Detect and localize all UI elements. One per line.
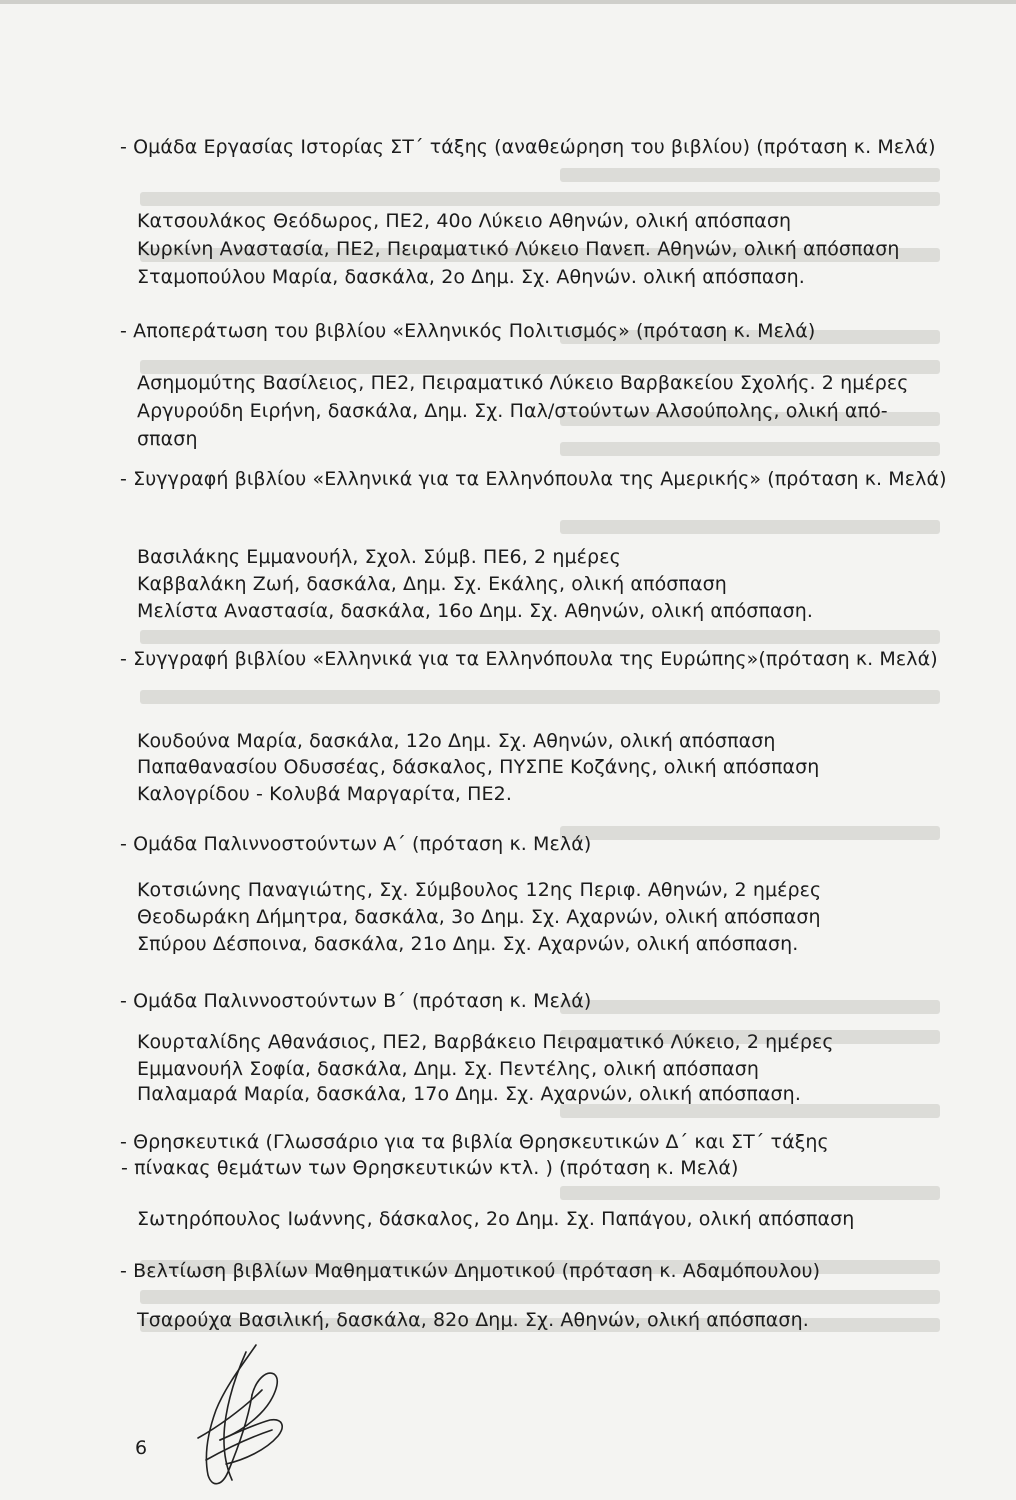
member-line: Καλογρίδου - Κολυβά Μαργαρίτα, ΠΕ2. [137, 783, 512, 805]
member-line: Κουρταλίδης Αθανάσιος, ΠΕ2, Βαρβάκειο Πειραματικό Λύκειο, 2 ημέρες [137, 1031, 834, 1053]
member-line: Τσαρούχα Βασιλική, δασκάλα, 82ο Δημ. Σχ. Αθηνών, ολική απόσπαση. [137, 1309, 809, 1331]
page-number: 6 [135, 1437, 148, 1459]
section-heading: - Συγγραφή βιβλίου «Ελληνικά για τα Ελληνόπουλα της Αμερικής» (πρόταση κ. Μελά) [120, 468, 947, 490]
section-heading: - Ομάδα Εργασίας Ιστορίας ΣΤ΄ τάξης (αναθεώρηση του βιβλίου) (πρόταση κ. Μελά) [120, 136, 936, 158]
member-line: Ασημομύτης Βασίλειος, ΠΕ2, Πειραματικό Λύκειο Βαρβακείου Σχολής. 2 ημέρες [137, 372, 909, 394]
section-heading: - Βελτίωση βιβλίων Μαθηματικών Δημοτικού (πρόταση κ. Αδαμόπουλου) [120, 1260, 821, 1282]
member-line: Κοτσιώνης Παναγιώτης, Σχ. Σύμβουλος 12ης Περιφ. Αθηνών, 2 ημέρες [137, 879, 822, 901]
member-line: Κυρκίνη Αναστασία, ΠΕ2, Πειραματικό Λύκειο Πανεπ. Αθηνών, ολική απόσπαση [137, 238, 900, 260]
section-heading: - Συγγραφή βιβλίου «Ελληνικά για τα Ελληνόπουλα της Ευρώπης»(πρόταση κ. Μελά) [120, 648, 938, 670]
section-heading: - Αποπεράτωση του βιβλίου «Ελληνικός Πολιτισμός» (πρόταση κ. Μελά) [120, 320, 816, 342]
member-line: Μελίστα Αναστασία, δασκάλα, 16ο Δημ. Σχ. Αθηνών, ολική απόσπαση. [137, 600, 814, 622]
member-line: Κατσουλάκος Θεόδωρος, ΠΕ2, 40ο Λύκειο Αθηνών, ολική απόσπαση [137, 210, 792, 232]
member-line: Παπαθανασίου Οδυσσέας, δάσκαλος, ΠΥΣΠΕ Κοζάνης, ολική απόσπαση [137, 756, 820, 778]
member-line: Εμμανουήλ Σοφία, δασκάλα, Δημ. Σχ. Πεντέλης, ολική απόσπαση [137, 1058, 760, 1080]
section-heading: - Θρησκευτικά (Γλωσσάριο για τα βιβλία Θρησκευτικών Δ΄ και ΣΤ΄ τάξης [120, 1131, 829, 1153]
member-line: Καββαλάκη Ζωή, δασκάλα, Δημ. Σχ. Εκάλης, ολική απόσπαση [137, 573, 727, 595]
member-line: σπαση [137, 428, 198, 450]
member-line: Παλαμαρά Μαρία, δασκάλα, 17ο Δημ. Σχ. Αχαρνών, ολική απόσπαση. [137, 1083, 801, 1105]
section-heading: - Ομάδα Παλιννοστούντων Α΄ (πρόταση κ. Μελά) [120, 833, 592, 855]
member-line: Αργυρούδη Ειρήνη, δασκάλα, Δημ. Σχ. Παλ/στούντων Αλσούπολης, ολική από- [137, 400, 888, 422]
member-line: Βασιλάκης Εμμανουήλ, Σχολ. Σύμβ. ΠΕ6, 2 ημέρες [137, 546, 621, 568]
member-line: Σωτηρόπουλος Ιωάννης, δάσκαλος, 2ο Δημ. Σχ. Παπάγου, ολική απόσπαση [137, 1208, 855, 1230]
handwritten-signature [186, 1340, 296, 1490]
member-line: Σταμοπούλου Μαρία, δασκάλα, 2ο Δημ. Σχ. Αθηνών. ολική απόσπαση. [137, 266, 805, 288]
section-heading-continued: - πίνακας θεμάτων των Θρησκευτικών κτλ. ) (πρόταση κ. Μελά) [121, 1157, 739, 1179]
member-line: Κουδούνα Μαρία, δασκάλα, 12ο Δημ. Σχ. Αθηνών, ολική απόσπαση [137, 730, 776, 752]
section-heading: - Ομάδα Παλιννοστούντων Β΄ (πρόταση κ. Μελά) [120, 990, 592, 1012]
member-line: Θεοδωράκη Δήμητρα, δασκάλα, 3ο Δημ. Σχ. Αχαρνών, ολική απόσπαση [137, 906, 821, 928]
member-line: Σπύρου Δέσποινα, δασκάλα, 21ο Δημ. Σχ. Αχαρνών, ολική απόσπαση. [137, 933, 799, 955]
